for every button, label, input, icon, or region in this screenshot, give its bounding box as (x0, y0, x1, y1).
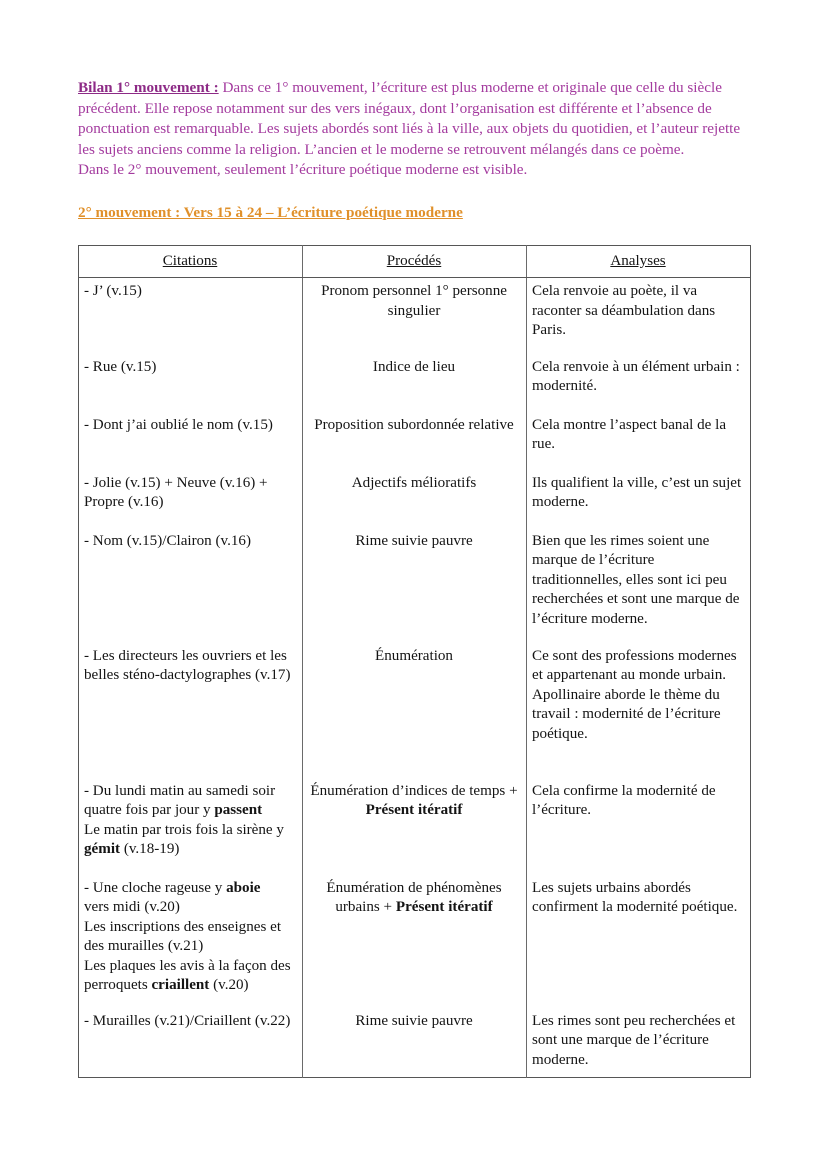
cell-citation: - J’ (v.15) (79, 278, 303, 354)
cell-citation: - Nom (v.15)/Clairon (v.16) (79, 528, 303, 643)
column-header-citations-label: Citations (162, 252, 218, 269)
section-heading-wrap (78, 181, 750, 223)
table-row (79, 528, 751, 643)
table-header (79, 245, 751, 277)
cell-analyse: Les sujets urbains abordés confirment la modernité poétique. (527, 875, 751, 1008)
intro-lead-label: Bilan 1° mouvement : (78, 79, 219, 96)
cell-citation: - Les directeurs les ouvriers et les belles sténo-dactylographes (v.17) (79, 643, 303, 778)
table-row (79, 412, 751, 470)
table-header-row (79, 245, 751, 277)
cell-analyse: Cela renvoie au poète, il va raconter sa déambulation dans Paris. (527, 278, 751, 354)
cell-analyse: Cela confirme la modernité de l’écriture. (527, 778, 751, 875)
column-header-analyses-label: Analyses (610, 252, 666, 269)
cell-analyse: Les rimes sont peu recherchées et sont une marque de l’écriture moderne. (527, 1008, 751, 1078)
cell-procede: Rime suivie pauvre (303, 1008, 527, 1078)
cell-analyse: Bien que les rimes soient une marque de l’écriture traditionnelles, elles sont ici peu recherchées et sont une marque de l’écriture moderne. (527, 528, 751, 643)
cell-procede: Rime suivie pauvre (303, 528, 527, 643)
cell-procede: Indice de lieu (303, 354, 527, 412)
cell-procede: Énumération (303, 643, 527, 778)
analysis-table (78, 245, 751, 1078)
intro-paragraph (78, 78, 750, 181)
cell-procede: Énumération d’indices de temps + Présent itératif (303, 778, 527, 875)
table-row (79, 354, 751, 412)
cell-citation: - Jolie (v.15) + Neuve (v.16) + Propre (v.16) (79, 470, 303, 528)
cell-procede: Adjectifs mélioratifs (303, 470, 527, 528)
intro-body-text: Dans ce 1° mouvement, l’écriture est plus moderne et originale que celle du siècle précédent. Elle repose notamment sur des vers inégaux, dont l’organisation est différente et l’absence de ponctuation est remarquable. Les sujets abordés sont liés à la ville, aux objets du quotidien, et l’auteur rejette les sujets anciens comme la religion. L’ancien et le moderne se retrouvent mélangés dans ce poème. (78, 79, 741, 158)
column-header-procedes-label: Procédés (386, 252, 442, 269)
cell-procede: Énumération de phénomènes urbains + Présent itératif (303, 875, 527, 1008)
cell-procede: Pronom personnel 1° personne singulier (303, 278, 527, 354)
table-row (79, 643, 751, 778)
cell-analyse: Cela renvoie à un élément urbain : modernité. (527, 354, 751, 412)
cell-citation: - Murailles (v.21)/Criaillent (v.22) (79, 1008, 303, 1078)
table-row (79, 778, 751, 875)
cell-procede: Proposition subordonnée relative (303, 412, 527, 470)
cell-analyse: Cela montre l’aspect banal de la rue. (527, 412, 751, 470)
table-row (79, 278, 751, 354)
table-row (79, 875, 751, 1008)
cell-citation: - Dont j’ai oublié le nom (v.15) (79, 412, 303, 470)
column-header-procedes (303, 245, 527, 277)
column-header-citations (79, 245, 303, 277)
table-row (79, 470, 751, 528)
analysis-table-wrap (78, 245, 750, 1078)
table-body (79, 278, 751, 1078)
table-row (79, 1008, 751, 1078)
intro-second-line: Dans le 2° mouvement, seulement l’écriture poétique moderne est visible. (78, 161, 528, 179)
column-header-analyses (527, 245, 751, 277)
page-title: 2° mouvement : Vers 15 à 24 – L’écriture poétique moderne (78, 203, 463, 221)
cell-analyse: Ils qualifient la ville, c’est un sujet moderne. (527, 470, 751, 528)
cell-citation: - Du lundi matin au samedi soir quatre fois par jour y passent Le matin par trois fois la sirène y gémit (v.18-19) (79, 778, 303, 875)
cell-analyse: Ce sont des professions modernes et appartenant au monde urbain. Apollinaire aborde le thème du travail : modernité de l’écriture poétique. (527, 643, 751, 778)
cell-citation: - Rue (v.15) (79, 354, 303, 412)
cell-citation: - Une cloche rageuse y aboie vers midi (v.20) Les inscriptions des enseignes et des murailles (v.21) Les plaques les avis à la façon des perroquets criaillent (v.20) (79, 875, 303, 1008)
